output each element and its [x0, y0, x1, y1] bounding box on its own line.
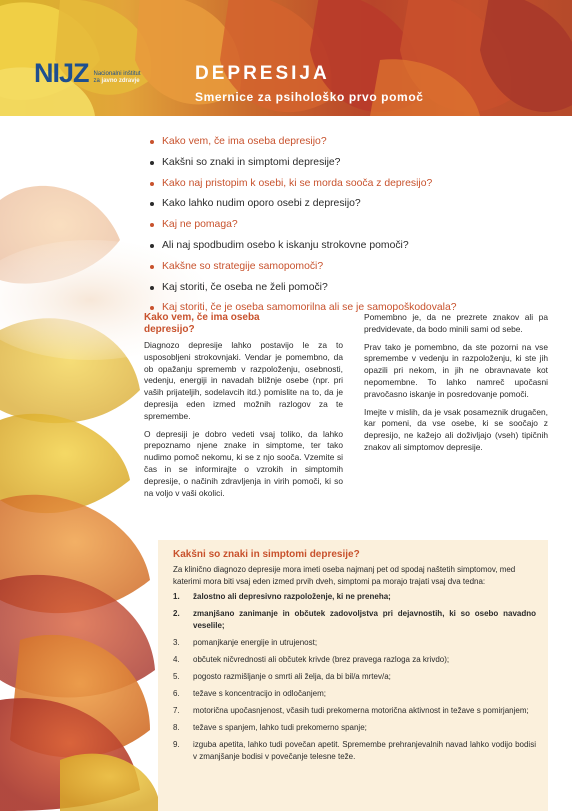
symptom-number: 4.: [173, 654, 180, 664]
toc-item[interactable]: Kakšne so strategije samopomoči?: [148, 257, 548, 278]
symptom-item: [173, 608, 536, 632]
logo-line2-prefix: za: [93, 78, 100, 84]
section-depression-column-left: [144, 312, 343, 505]
symptom-number: 9.: [173, 739, 180, 749]
symptom-item: [173, 637, 536, 649]
symptoms-box: [158, 540, 548, 811]
paragraph: Diagnozo depresije lahko postavijo le za to usposobljeni strokovnjaki. Vendar je pomembno, da ob opažanju sprememb v razpoloženju, osebnosti, vedenju, energiji in navadah bližnje osebe (npr. pri vaših prijateljih, sodelavcih itd.) pomislite na to, da je depresija eden izmed možnih razlogov za te spremembe.: [144, 340, 343, 421]
symptom-item: [173, 739, 536, 763]
toc-item[interactable]: Kaj storiti, če oseba ne želi pomoči?: [148, 278, 548, 299]
paragraph: Imejte v mislih, da je vsak posameznik drugačen, kar pomeni, da vse osebe, ki se soočajo z depresijo, ne kažejo ali doživljajo (vseh) tipičnih znakov ali simptomov depresije.: [364, 406, 548, 452]
symptom-text: občutek ničvrednosti ali občutek krivde (brez pravega razloga za krivdo);: [193, 654, 450, 664]
symptom-text: žalostno ali depresivno razpoloženje, ki ne preneha;: [193, 592, 391, 602]
symptom-text: težave s koncentracijo in odločanjem;: [193, 688, 326, 698]
section-depression-column-right: [364, 312, 548, 460]
symptom-number: 2.: [173, 609, 180, 619]
symptom-item: [173, 722, 536, 734]
toc-item[interactable]: Ali naj spodbudim osebo k iskanju strokovne pomoči?: [148, 236, 548, 257]
paragraph: Pomembno je, da ne prezrete znakov ali pa predvidevate, da bodo minili sami od sebe.: [364, 312, 548, 334]
toc-item[interactable]: Kaj storiti, če je oseba samomorilna ali se je samopoškodovala?: [148, 298, 548, 319]
symptom-number: 1.: [173, 592, 180, 602]
toc-item[interactable]: Kakšni so znaki in simptomi depresije?: [148, 153, 548, 174]
symptoms-intro: Za klinično diagnozo depresije mora imeti oseba najmanj pet od spodaj naštetih simptomov, med katerimi mora biti vsaj eden izmed prvih dveh, simptomi pa morajo trajati vsaj dva tedna:: [173, 565, 516, 586]
logo-line2: [94, 78, 141, 85]
symptom-text: motorična upočasnjenost, včasih tudi prekomerna motorična aktivnost in težave s pomirjanjem;: [193, 705, 529, 715]
symptom-text: izguba apetita, lahko tudi povečan apetit. Spremembe prehranjevalnih navad lahko vodijo bodisi v zmanjšanje bodisi v povečanje telesne teže.: [193, 739, 536, 761]
symptom-number: 6.: [173, 688, 180, 698]
paragraph: Prav tako je pomembno, da ste pozorni na vse spremembe v vedenju in razpoloženju, ki ste jih opazili pri nekom, in jih ne obravnavate kot nepomembne. To lahko namreč upočasni pravočasno iskanje in posredovanje pomoči.: [364, 341, 548, 399]
symptom-text: zmanjšano zanimanje in občutek zadovoljstva pri dejavnostih, ki so osebo navadno veselile;: [193, 609, 536, 630]
logo-line1: Nacionalni inštitut: [93, 71, 141, 77]
symptom-number: 7.: [173, 705, 180, 715]
symptom-number: 3.: [173, 637, 180, 647]
symptoms-heading: Kakšni so znaki in simptomi depresije?: [173, 549, 360, 560]
symptom-item: [173, 654, 536, 666]
page-title: DEPRESIJA: [195, 63, 330, 84]
symptom-text: težave s spanjem, lahko tudi prekomerno spanje;: [193, 722, 367, 732]
symptom-item: [173, 705, 536, 717]
symptom-number: 8.: [173, 722, 180, 732]
table-of-contents: [148, 132, 548, 319]
symptom-item: [173, 671, 536, 683]
symptom-number: 5.: [173, 671, 180, 681]
nijz-logo: [34, 60, 141, 87]
toc-item[interactable]: Kako naj pristopim k osebi, ki se morda sooča z depresijo?: [148, 174, 548, 195]
page-subtitle: Smernice za psihološko prvo pomoč: [195, 90, 424, 104]
symptom-item: [173, 688, 536, 700]
toc-item[interactable]: Kako lahko nudim oporo osebi z depresijo?: [148, 194, 548, 215]
paragraph: O depresiji je dobro vedeti vsaj toliko, da lahko prepoznamo njene znake in simptome, ter tako nudimo pomoč nekomu, ki se z njo sooča. Vzemite si čas in se informirajte o vzrokih in simptomih depresije, o načinih zdravljenja in virih pomoči, ki so na voljo v vaši okolici.: [144, 428, 343, 498]
section-heading: Kako vem, če ima oseba depresijo?: [144, 312, 260, 335]
logo-mark: NIJZ: [34, 58, 89, 88]
toc-item[interactable]: Kaj ne pomaga?: [148, 215, 548, 236]
logo-line2-emph: javno zdravje: [101, 78, 140, 84]
toc-item[interactable]: Kako vem, če ima oseba depresijo?: [148, 132, 548, 153]
logo-text: [94, 71, 141, 87]
symptoms-list: [173, 591, 536, 762]
symptom-text: pomanjkanje energije in utrujenost;: [193, 637, 318, 647]
symptom-text: pogosto razmišljanje o smrti ali želja, da bi bil/a mrtev/a;: [193, 671, 391, 681]
symptom-item: [173, 591, 536, 603]
